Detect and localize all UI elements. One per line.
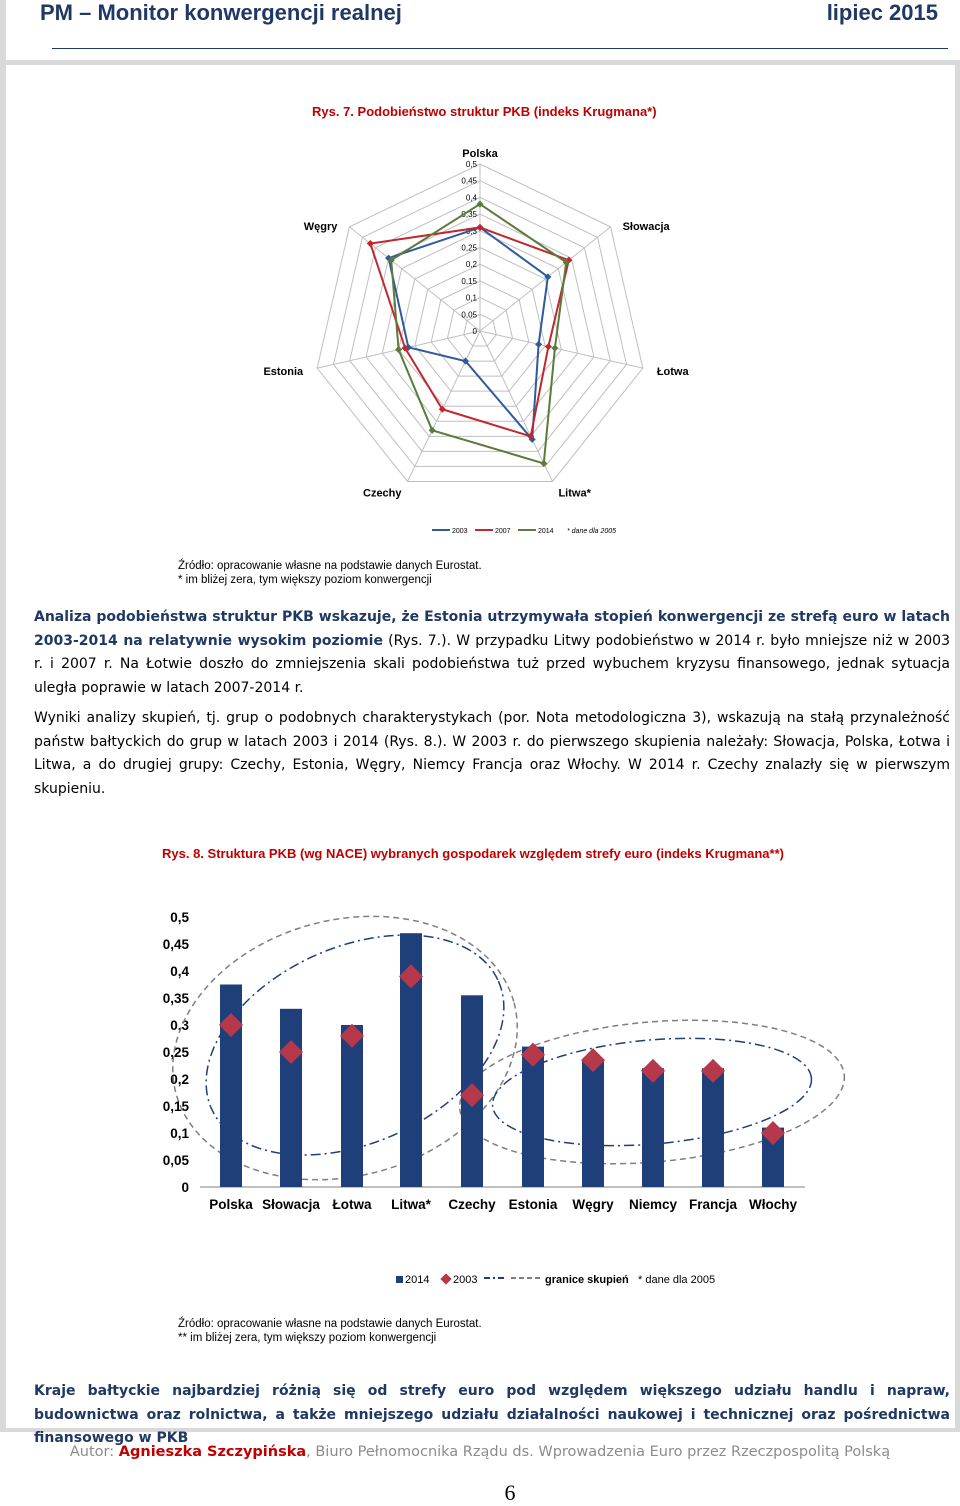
radar-legend-label-2014: 2014 — [538, 528, 554, 535]
radar-legend — [432, 528, 616, 535]
radar-tick-label: 0,05 — [461, 310, 477, 320]
bar-x-tick-label: Estonia — [508, 1197, 558, 1212]
radar-axis-label: Polska — [462, 148, 498, 160]
bar-2014 — [280, 1009, 302, 1187]
radar-tick-label: 0,1 — [465, 293, 477, 303]
radar-tick-label: 0,2 — [465, 260, 477, 270]
bar-2014 — [642, 1068, 664, 1187]
footer-suffix: , Biuro Pełnomocnika Rządu ds. Wprowadzenia Euro przez Rzeczpospolitą Polską — [306, 1444, 891, 1460]
page-number: 6 — [504, 1480, 516, 1505]
radar-tick-label: 0,25 — [461, 243, 477, 253]
radar-point-2014 — [429, 427, 436, 434]
radar-chart — [0, 130, 960, 550]
paragraph-1-rest: (Rys. 7.). W przypadku Litwy podobieństwo w 2014 r. było mniejsze niż w 2003 r. i 2007 r. Na Łotwie doszło do zmniejszenia skali podobieństwa tuż przed wybuchem kryzysu finansowego, jednak sytuacja uległa poprawie w latach 2007-2014 r. — [34, 632, 950, 696]
bar-x-tick-label: Polska — [209, 1197, 253, 1212]
bar-y-tick-label: 0,5 — [170, 910, 189, 925]
radar-point-2014 — [551, 345, 558, 352]
footer-prefix: Autor: — [69, 1444, 119, 1460]
radar-axis-label: Czechy — [363, 487, 402, 500]
radar-tick-label: 0,45 — [461, 176, 477, 186]
bar-y-tick-label: 0,1 — [170, 1126, 189, 1141]
fig7-title: Rys. 7. Podobieństwo struktur PKB (indeks Krugmana*) — [312, 104, 657, 119]
bar-legend-note: * dane dla 2005 — [638, 1274, 716, 1286]
radar-axis-label: Słowacja — [622, 220, 670, 233]
radar-tick-label: 0 — [472, 327, 477, 336]
bar-legend-swatch-2014 — [396, 1276, 403, 1283]
radar-axis-label: Węgry — [303, 220, 338, 233]
bar-y-tick-label: 0,25 — [162, 1045, 189, 1060]
fig8-title: Rys. 8. Struktura PKB (wg NACE) wybranych gospodarek względem strefy euro (indeks Krugmana**) — [162, 846, 784, 861]
radar-axis-label: Litwa* — [558, 487, 591, 500]
radar-legend-note: * dane dla 2005 — [567, 528, 617, 535]
radar-tick-labels — [461, 160, 477, 336]
bar-x-tick-label: Czechy — [448, 1197, 496, 1212]
bar-y-tick-label: 0,2 — [170, 1072, 189, 1087]
fig7-note: * im bliżej zera, tym większy poziom konwergencji — [178, 574, 432, 586]
bar-x-tick-label: Słowacja — [262, 1197, 320, 1212]
bar-y-tick-label: 0,4 — [170, 964, 189, 979]
bar-2014 — [522, 1047, 544, 1187]
paragraph-2: Wyniki analizy skupień, tj. grup o podobnych charakterystykach (por. Nota metodologiczna 3), wskazują na stałą przynależność państw bałtyckich do grup w latach 2003 i 2014 (Rys. 8.). W 2003 r. do pierwszego skupienia należały: Słowacja, Polska, Łotwa i Litwa, a do drugiej grupy: Czechy, Estonia, Węgry, Niemcy Francja oraz Włochy. W 2014 r. Czechy znalazły się w pierwszym skupieniu. — [34, 710, 950, 797]
diamond-marks — [219, 964, 785, 1145]
radar-legend-label-2003: 2003 — [452, 528, 468, 535]
bar-legend-clusters: granice skupień — [545, 1274, 629, 1286]
cluster-ellipses — [143, 880, 851, 1217]
bar-y-tick-label: 0,3 — [170, 1018, 189, 1033]
bar-x-tick-label: Węgry — [572, 1197, 614, 1212]
bar-x-tick-label: Niemcy — [628, 1197, 678, 1212]
radar-spoke — [480, 331, 643, 368]
paragraph-1-bold: Analiza podobieństwa struktur PKB wskazuje, że Estonia utrzymywała stopień konwergencji ze strefą euro w latach 2003-2014 na relatywnie wysokim poziomie — [34, 609, 950, 649]
bar-legend-label-2003: 2003 — [453, 1274, 478, 1286]
paragraph-3: Kraje bałtyckie najbardziej różnią się od strefy euro pod względem większego udziału handlu i napraw, budownictwa oraz rolnictwa, a także mniejszego udziału działalności naukowej i technicznej oraz pośrednictwa finansowego w PKB — [34, 1383, 950, 1446]
radar-tick-label: 0,5 — [465, 160, 477, 169]
bar-chart — [0, 880, 960, 1300]
bar-y-tick-label: 0,35 — [162, 991, 189, 1006]
radar-axis-label: Łotwa — [656, 366, 689, 379]
bar-2014 — [341, 1025, 363, 1187]
bar-x-tick-label: Litwa* — [391, 1197, 431, 1212]
fig8-source: Źródło: opracowanie własne na podstawie danych Eurostat. — [178, 1318, 482, 1330]
bar-2014 — [582, 1060, 604, 1187]
bar-x-labels — [209, 1197, 797, 1212]
radar-axis-label: Estonia — [263, 366, 304, 379]
header-date: lipiec 2015 — [826, 0, 938, 25]
footer — [0, 1444, 960, 1460]
radar-point-2003 — [535, 341, 542, 348]
fig7-source: Źródło: opracowanie własne na podstawie danych Eurostat. — [178, 560, 482, 572]
header-rule — [52, 48, 948, 49]
header-title: PM – Monitor konwergencji realnej — [40, 0, 402, 25]
radar-legend-label-2007: 2007 — [495, 528, 511, 535]
bar-x-tick-label: Włochy — [748, 1197, 798, 1212]
bar-y-tick-label: 0 — [181, 1180, 189, 1195]
bar-y-tick-label: 0,05 — [162, 1153, 189, 1168]
fig8-note: ** im bliżej zera, tym większy poziom konwergencji — [178, 1332, 437, 1344]
footer-author: Agnieszka Szczypińska — [118, 1444, 307, 1460]
bar-x-tick-label: Francja — [688, 1197, 738, 1212]
page-frame-top — [0, 60, 955, 65]
bar-2014 — [702, 1068, 724, 1187]
bar-y-tick-label: 0,45 — [162, 937, 189, 952]
bar-legend-label-2014: 2014 — [405, 1274, 430, 1286]
radar-tick-label: 0,3 — [465, 226, 477, 236]
bar-legend — [396, 1273, 715, 1286]
radar-tick-label: 0,4 — [465, 193, 477, 203]
bar-y-tick-label: 0,15 — [162, 1099, 189, 1114]
bar-legend-swatch-2003 — [440, 1273, 451, 1284]
radar-tick-label: 0,15 — [461, 276, 477, 286]
radar-grid — [317, 164, 643, 481]
radar-point-2007 — [545, 343, 552, 350]
paragraph-1 — [34, 606, 950, 700]
radar-tick-label: 0,35 — [461, 210, 477, 220]
bar-x-tick-label: Łotwa — [332, 1197, 372, 1212]
